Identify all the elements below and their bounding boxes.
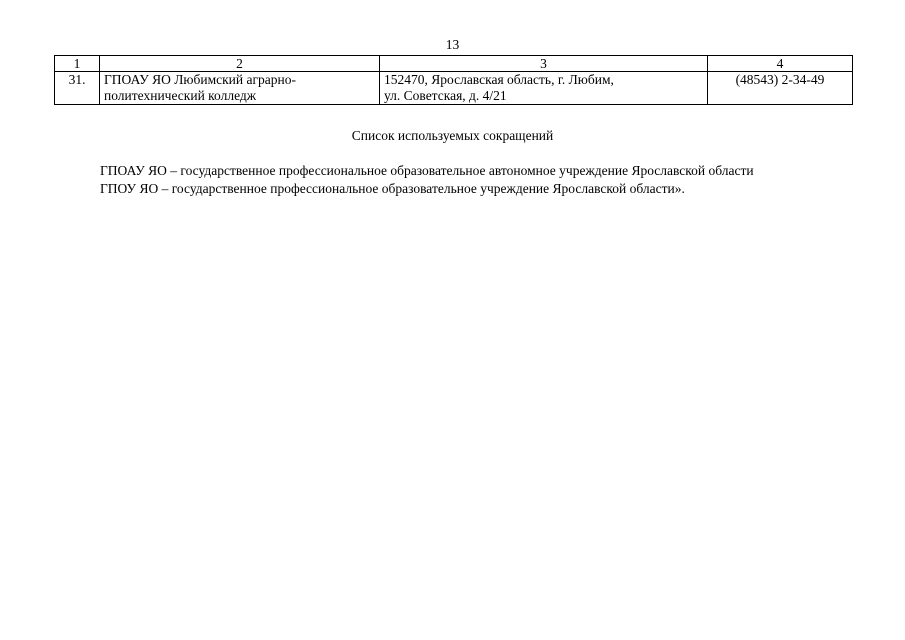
phone-cell: (48543) 2-34-49	[708, 72, 853, 105]
address-cell	[380, 72, 708, 105]
institution-name-line: ГПОАУ ЯО Любимский аграрно-	[104, 72, 296, 87]
column-number-row	[55, 56, 853, 72]
column-number-cell: 4	[708, 56, 853, 72]
abbreviation-item: ГПОУ ЯО – государственное профессиональное образовательное учреждение Ярославской области».	[100, 181, 685, 196]
abbreviation-item: ГПОАУ ЯО – государственное профессиональное образовательное автономное учреждение Ярославской области	[100, 163, 754, 178]
institution-name-cell	[100, 72, 380, 105]
address-line: ул. Советская, д. 4/21	[384, 88, 507, 103]
address-line: 152470, Ярославская область, г. Любим,	[384, 72, 614, 87]
table-row	[55, 72, 853, 105]
abbreviations-list	[100, 162, 860, 198]
column-number-cell: 1	[55, 56, 100, 72]
institutions-table	[54, 55, 853, 105]
institution-name-line: политехнический колледж	[104, 88, 257, 103]
column-number-cell: 2	[100, 56, 380, 72]
column-number-cell: 3	[380, 56, 708, 72]
page-number: 13	[445, 37, 460, 52]
abbreviations-title: Список используемых сокращений	[351, 128, 554, 143]
row-number-cell: 31.	[55, 72, 100, 105]
